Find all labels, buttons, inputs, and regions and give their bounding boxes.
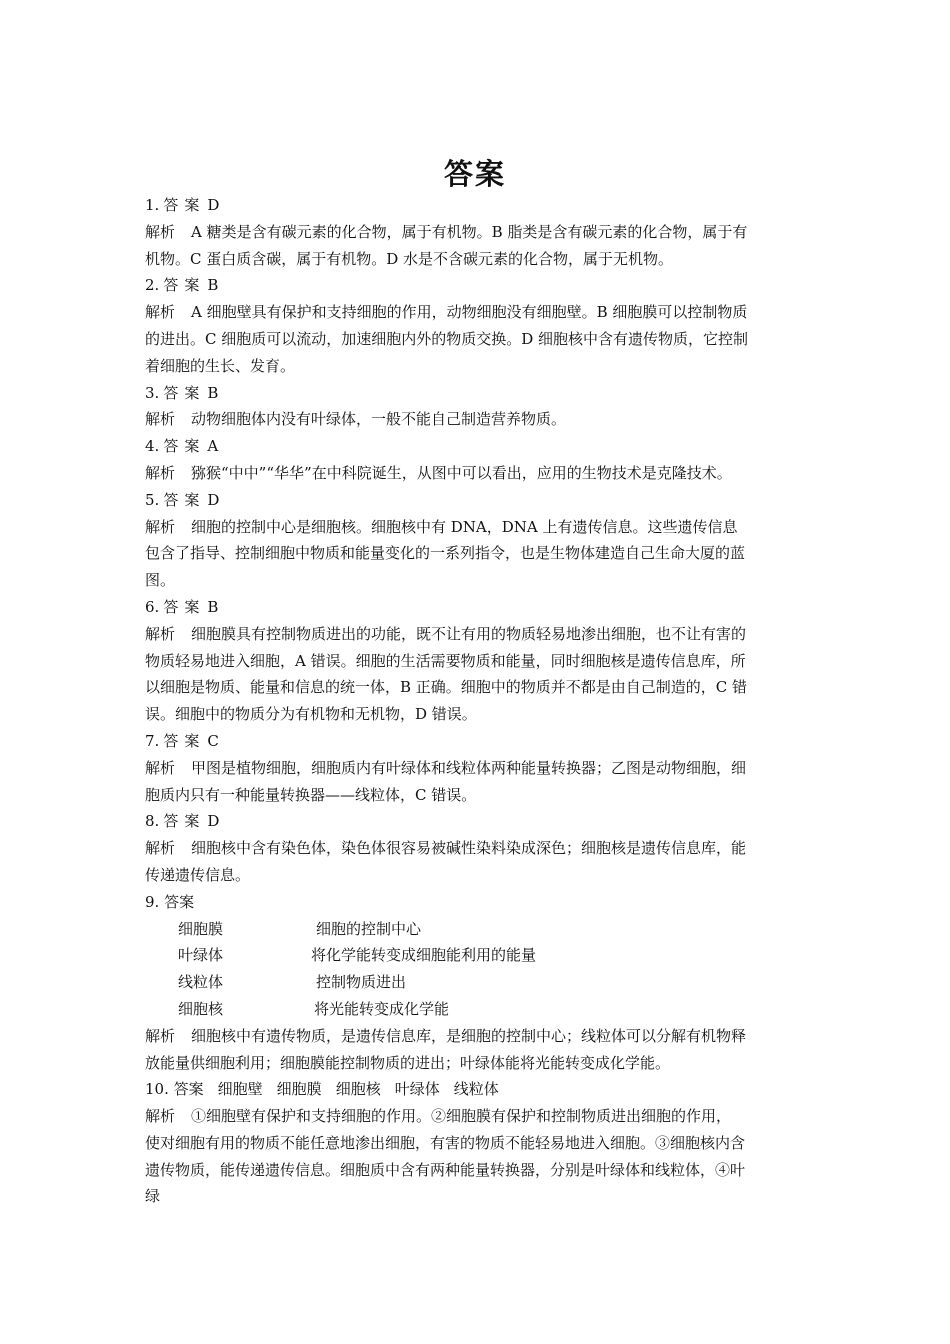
answer-label: 答案 [163,196,206,214]
answer-label: 答案 [163,490,206,509]
answer-value: D [207,196,220,214]
analysis-text: 动物细胞体内没有叶绿体，一般不能自己制造营养物质。 [191,410,567,429]
question-number: 9. [145,892,160,911]
analysis-line [145,299,825,326]
question-number: 7. [145,731,160,750]
answer-item: 细胞壁 [217,1080,263,1099]
match-row [145,942,825,969]
answer-line-q6 [145,594,825,621]
answer-value: B [207,383,219,402]
analysis-text: 细胞核中有遗传物质，是遗传信息库，是细胞的控制中心；线粒体可以分解有机物释 [191,1026,747,1045]
match-left-term: 细胞膜 [178,919,224,938]
analysis-line: 图。 [145,571,176,590]
answer-label: 答案 [173,1080,204,1099]
analysis-line [145,1023,825,1050]
answer-line-q9 [145,889,825,916]
analysis-label: 解析 [145,1107,176,1126]
analysis-label: 解析 [145,517,176,536]
analysis-line: 使对细胞有用的物质不能任意地渗出细胞，有害的物质不能轻易地进入细胞。③细胞核内含 [145,1133,746,1152]
answer-label: 答案 [164,892,195,911]
analysis-line: 传递遗传信息。 [145,865,251,884]
answer-item: 细胞膜 [276,1080,322,1099]
analysis-line [145,460,825,487]
answer-line-q8 [145,808,825,835]
answer-label: 答案 [163,437,206,456]
analysis-label: 解析 [145,624,176,643]
analysis-text: 细胞核中含有染色体，染色体很容易被碱性染料染成深色；细胞核是遗传信息库，能 [191,839,747,858]
analysis-text: 甲图是植物细胞，细胞质内有叶绿体和线粒体两种能量转换器；乙图是动物细胞，细 [191,758,747,777]
match-right-function: 细胞的控制中心 [316,919,422,938]
analysis-line [145,406,825,433]
analysis-label: 解析 [145,303,176,322]
analysis-label: 解析 [145,839,176,858]
answer-item: 叶绿体 [394,1080,440,1099]
analysis-line [145,219,825,246]
answer-label: 答案 [163,276,206,295]
page-title: 答案 [443,157,506,191]
answer-value: B [207,597,219,616]
analysis-text: 细胞膜具有控制物质进出的功能，既不让有用的物质轻易地渗出细胞，也不让有害的 [191,624,747,643]
analysis-text: ①细胞壁有保护和支持细胞的作用。②细胞膜有保护和控制物质进出细胞的作用， [191,1107,732,1126]
match-left-term: 叶绿体 [178,946,224,965]
analysis-text: A 细胞壁具有保护和支持细胞的作用，动物细胞没有细胞壁。B 细胞膜可以控制物质 [191,303,748,322]
match-left-term: 细胞核 [178,999,224,1018]
match-right-function: 将光能转变成化学能 [314,999,450,1018]
answer-line-q7 [145,728,825,755]
analysis-line: 着细胞的生长、发育。 [145,356,296,375]
analysis-line: 以细胞是物质、能量和信息的统一体，B 正确。细胞中的物质并不都是由自己制造的，C 错 [145,678,748,697]
question-number: 5. [145,490,160,509]
match-right-function: 将化学能转变成细胞能利用的能量 [311,946,537,965]
match-right-function: 控制物质进出 [316,973,407,992]
answer-line-q4 [145,433,825,460]
answer-label: 答案 [163,731,206,750]
analysis-line: 机物。C 蛋白质含碳，属于有机物。D 水是不含碳元素的化合物，属于无机物。 [145,249,674,268]
analysis-text: 猕猴“中中”“华华”在中科院诞生，从图中可以看出，应用的生物技术是克隆技术。 [191,463,732,482]
answer-line-q10 [145,1076,825,1103]
analysis-label: 解析 [145,758,176,777]
answer-label: 答案 [163,383,206,402]
analysis-line: 遗传物质，能传递遗传信息。细胞质中含有两种能量转换器，分别是叶绿体和线粒体，④叶 [145,1160,746,1179]
question-number: 10. [145,1080,169,1099]
match-left-term: 线粒体 [178,973,224,992]
analysis-line: 绿 [145,1187,161,1206]
analysis-text: 细胞的控制中心是细胞核。细胞核中有 DNA，DNA 上有遗传信息。这些遗传信息 [191,517,738,536]
analysis-line [145,514,825,541]
answer-label: 答案 [163,597,206,616]
answer-value: D [207,490,220,509]
analysis-line [145,835,825,862]
analysis-label: 解析 [145,222,176,241]
answer-value: C [207,731,219,750]
analysis-line: 物质轻易地进入细胞，A 错误。细胞的生活需要物质和能量，同时细胞核是遗传信息库，所 [145,651,746,670]
answer-value: D [207,812,220,831]
answer-item: 细胞核 [335,1080,381,1099]
question-number: 3. [145,383,160,402]
answer-label: 答案 [163,812,206,831]
analysis-line: 胞质内只有一种能量转换器——线粒体，C 错误。 [145,785,477,804]
answer-item: 线粒体 [453,1080,499,1099]
analysis-line [145,621,825,648]
question-number: 2. [145,276,160,295]
answer-line-q1 [145,192,825,219]
match-row [145,916,825,943]
question-number: 4. [145,437,160,456]
analysis-line [145,1103,825,1130]
match-row [145,969,825,996]
analysis-label: 解析 [145,463,176,482]
question-number: 1. [145,196,160,214]
analysis-line: 的进出。C 细胞质可以流动，加速细胞内外的物质交换。D 细胞核中含有遗传物质，它控制 [145,329,749,348]
answer-value: A [207,437,219,456]
analysis-text: A 糖类是含有碳元素的化合物，属于有机物。B 脂类是含有碳元素的化合物，属于有 [191,222,748,241]
answer-line-q2 [145,272,825,299]
analysis-line: 包含了指导、控制细胞中物质和能量变化的一系列指令，也是生物体建造自己生命大厦的蓝 [145,544,746,563]
analysis-label: 解析 [145,1026,176,1045]
analysis-line [145,755,825,782]
answer-line-q5 [145,487,825,514]
analysis-label: 解析 [145,410,176,429]
question-number: 8. [145,812,160,831]
match-row [145,996,825,1023]
answer-content [145,192,825,1210]
analysis-line: 误。细胞中的物质分为有机物和无机物，D 错误。 [145,705,477,724]
answer-value: B [207,276,219,295]
question-number: 6. [145,597,160,616]
answer-line-q3 [145,380,825,407]
analysis-line: 放能量供细胞利用；细胞膜能控制物质的进出；叶绿体能将光能转变成化学能。 [145,1053,671,1072]
